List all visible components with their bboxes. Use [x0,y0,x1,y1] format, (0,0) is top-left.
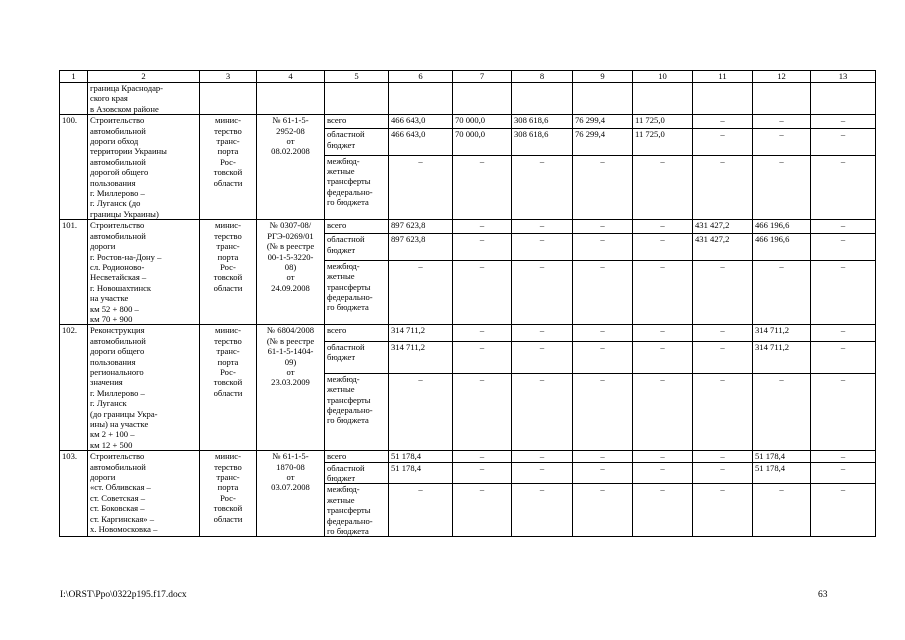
col-header: 5 [325,71,389,83]
amount-cell: – [811,155,876,220]
amount-cell: – [512,484,573,537]
funding-source: областной бюджет [325,462,389,484]
amount-cell: – [573,234,633,261]
funding-source: всего [325,220,389,234]
amount-cell: – [573,462,633,484]
amount-cell: 76 299,4 [573,129,633,156]
amount-cell: – [573,260,633,325]
amount-cell: – [753,115,811,129]
object-name: Реконструкция автомобильной дороги общего пользования регионального значения г. Миллерово – г. Луганск (до границы Укра- ины) на участке км 2 + 100 – км 12 + 500 [88,325,200,451]
amount-cell: – [389,373,453,450]
amount-cell: – [453,484,512,537]
table-row [60,451,876,462]
amount-cell: – [811,484,876,537]
amount-cell: – [573,373,633,450]
amount-cell: 51 178,4 [389,462,453,484]
amount-cell: – [573,325,633,342]
amount-cell: 897 623,8 [389,220,453,234]
page-number: 63 [818,590,828,600]
amount-cell: – [453,373,512,450]
funding-source: областной бюджет [325,234,389,261]
col-header: 12 [753,71,811,83]
amount-cell: 308 618,6 [512,129,573,156]
amount-cell: – [512,325,573,342]
amount-cell: 51 178,4 [753,451,811,462]
amount-cell: – [693,341,753,373]
amount-cell: – [453,220,512,234]
amount-cell: – [633,341,693,373]
amount-cell: – [693,115,753,129]
object-name: Строительство автомобильной дороги «ст. Обливская – ст. Советская – ст. Боковская – ст. Каргинская» – х. Новомосковка – [88,451,200,537]
funding-source: всего [325,325,389,342]
budget-table [59,70,876,537]
amount-cell: – [573,484,633,537]
amount-cell: 466 196,6 [753,234,811,261]
amount-cell: – [633,373,693,450]
amount-cell: – [512,462,573,484]
amount-cell: – [633,234,693,261]
col-header: 8 [512,71,573,83]
document-ref: № 61-1-5- 1870-08 от 03.07.2008 [257,451,325,537]
amount-cell: – [811,462,876,484]
amount-cell: 76 299,4 [573,115,633,129]
funding-source: межбюд- жетные трансферты федерально- го бюджета [325,260,389,325]
amount-cell: – [512,341,573,373]
amount-cell: 431 427,2 [693,220,753,234]
col-header: 7 [453,71,512,83]
amount-cell: 51 178,4 [389,451,453,462]
object-name: Строительство автомобильной дороги г. Ростов-на-Дону – сл. Родионово- Несветайская – г. Новошахтинск на участке км 52 + 800 – км 70 + 900 [88,220,200,325]
amount-cell: – [753,373,811,450]
col-header: 10 [633,71,693,83]
amount-cell: 70 000,0 [453,115,512,129]
amount-cell: – [811,220,876,234]
col-header: 3 [200,71,257,83]
amount-cell: – [389,260,453,325]
amount-cell: 897 623,8 [389,234,453,261]
funding-source: всего [325,451,389,462]
amount-cell: – [573,155,633,220]
amount-cell: – [512,220,573,234]
amount-cell: – [693,129,753,156]
amount-cell: – [633,451,693,462]
amount-cell: 51 178,4 [753,462,811,484]
funding-source: областной бюджет [325,129,389,156]
amount-cell: 466 196,6 [753,220,811,234]
amount-cell: 431 427,2 [693,234,753,261]
col-header: 1 [60,71,88,83]
funding-source: межбюд- жетные трансферты федерально- го бюджета [325,484,389,537]
amount-cell: 314 711,2 [389,341,453,373]
document-ref: № 0307-08/ РГЭ-0269/01 (№ в реестре 00-1-5-3220- 08) от 24.09.2008 [257,220,325,325]
agency-name: минис- терство транс- порта Рос- товской области [200,115,257,220]
amount-cell: 11 725,0 [633,115,693,129]
table-row [60,325,876,342]
amount-cell: – [453,155,512,220]
row-number: 101. [60,220,88,325]
amount-cell: – [753,484,811,537]
amount-cell: 308 618,6 [512,115,573,129]
amount-cell: 314 711,2 [389,325,453,342]
amount-cell: – [512,155,573,220]
document-ref: № 6804/2008 (№ в реестре 61-1-5-1404- 09) от 23.03.2009 [257,325,325,451]
amount-cell: 466 643,0 [389,129,453,156]
amount-cell: – [753,129,811,156]
row-number: 100. [60,115,88,220]
amount-cell: – [693,462,753,484]
column-number-row [60,71,876,83]
amount-cell: 11 725,0 [633,129,693,156]
amount-cell: – [811,260,876,325]
amount-cell: – [512,373,573,450]
amount-cell: 466 643,0 [389,115,453,129]
funding-source: областной бюджет [325,341,389,373]
table-row [60,115,876,129]
amount-cell: 70 000,0 [453,129,512,156]
agency-name: минис- терство транс- порта Рос- товской области [200,451,257,537]
col-header: 9 [573,71,633,83]
amount-cell: – [693,325,753,342]
amount-cell: 314 711,2 [753,341,811,373]
amount-cell: – [693,260,753,325]
amount-cell: – [633,325,693,342]
row-number: 102. [60,325,88,451]
amount-cell: – [693,451,753,462]
amount-cell: – [811,129,876,156]
amount-cell: – [811,325,876,342]
amount-cell: – [453,341,512,373]
document-ref: № 61-1-5- 2952-08 от 08.02.2008 [257,115,325,220]
amount-cell: – [753,260,811,325]
amount-cell: – [453,260,512,325]
amount-cell: – [811,373,876,450]
agency-name: минис- терство транс- порта Рос- товской области [200,220,257,325]
funding-source: всего [325,115,389,129]
amount-cell: – [633,260,693,325]
amount-cell: – [512,260,573,325]
file-path: I:\ORST\Ppo\0322p195.f17.docx [60,590,187,600]
amount-cell: – [453,462,512,484]
amount-cell: – [453,234,512,261]
amount-cell: 314 711,2 [753,325,811,342]
amount-cell: – [693,484,753,537]
amount-cell: – [633,484,693,537]
amount-cell: – [573,341,633,373]
amount-cell: – [811,451,876,462]
row-number: 103. [60,451,88,537]
col-header: 13 [811,71,876,83]
amount-cell: – [512,451,573,462]
amount-cell: – [453,451,512,462]
amount-cell: – [453,325,512,342]
col-header: 4 [257,71,325,83]
funding-source: межбюд- жетные трансферты федерально- го бюджета [325,373,389,450]
amount-cell: – [753,155,811,220]
amount-cell: – [633,462,693,484]
amount-cell: – [811,234,876,261]
amount-cell: – [811,341,876,373]
col-header: 2 [88,71,200,83]
agency-name: минис- терство транс- порта Рос- товской области [200,325,257,451]
amount-cell: – [512,234,573,261]
amount-cell: – [693,373,753,450]
amount-cell: – [573,451,633,462]
amount-cell: – [633,155,693,220]
object-name: Строительство автомобильной дороги обход территории Украины автомобильной дорогой общего пользования г. Миллерово – г. Луганск (до границы Украины) [88,115,200,220]
col-header: 6 [389,71,453,83]
amount-cell: – [389,155,453,220]
amount-cell: – [573,220,633,234]
funding-source: межбюд- жетные трансферты федерально- го бюджета [325,155,389,220]
amount-cell: – [693,155,753,220]
continuation-row [60,83,876,115]
table-row [60,220,876,234]
continuation-text: граница Краснодар- ского края в Азовском районе [88,83,200,115]
amount-cell: – [389,484,453,537]
col-header: 11 [693,71,753,83]
amount-cell: – [811,115,876,129]
amount-cell: – [633,220,693,234]
